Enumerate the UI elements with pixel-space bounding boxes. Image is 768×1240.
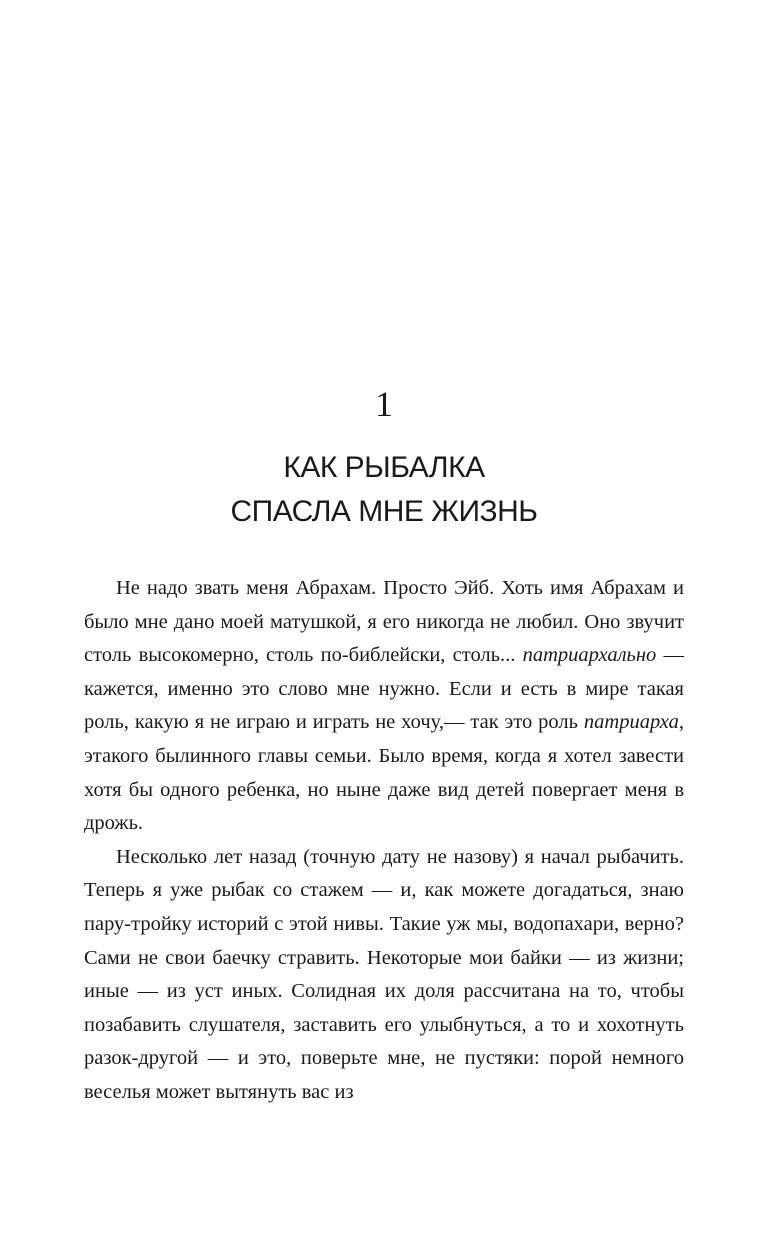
- paragraph-1-part-2: — кажется, именно это слово мне нужно. Если и есть в мире такая роль, какую я не играю и играть не хочу,— так это роль: [84, 644, 685, 734]
- paragraph-1-part-3: , этакого былинного главы семьи. Было время, когда я хотел завести хотя бы одного ребенка, но ныне даже вид детей повергает меня в дрожь.: [84, 711, 684, 835]
- italic-word-patriarch: патриарха: [583, 711, 679, 734]
- chapter-title-line-2: СПАСЛА МНЕ ЖИЗНЬ: [230, 495, 538, 528]
- paragraph-2: Несколько лет назад (точную дату не назову) я начал рыбачить. Теперь я уже рыбак со стажем — и, как можете догадаться, знаю пару-тройку историй с этой нивы. Такие уж мы, водопахари, верно? Сами не свои баечку стравить. Некоторые мои байки — из жизни; иные — из уст иных. Солидная их доля рассчитана на то, чтобы позабавить слушателя, заставить его улыбнуться, а то и хохотнуть разок-другой — и это, поверьте мне, не пустяки: порой немного веселья может вытянуть вас из: [84, 845, 684, 1103]
- chapter-title-line-1: КАК РЫБАЛКА: [283, 451, 485, 484]
- paragraph-1: [84, 572, 684, 841]
- italic-word-patriarchal: патриархально: [522, 644, 657, 667]
- chapter-number: 1: [375, 384, 393, 424]
- body-text: [84, 572, 684, 1110]
- paragraph-1-part-1: Не надо звать меня Абрахам. Просто Эйб. Хоть имя Абрахам и было мне дано моей матушкой, я его никогда не любил. Оно звучит столь высокомерно, столь по-библейски, столь...: [84, 577, 684, 667]
- chapter-title: [0, 446, 768, 534]
